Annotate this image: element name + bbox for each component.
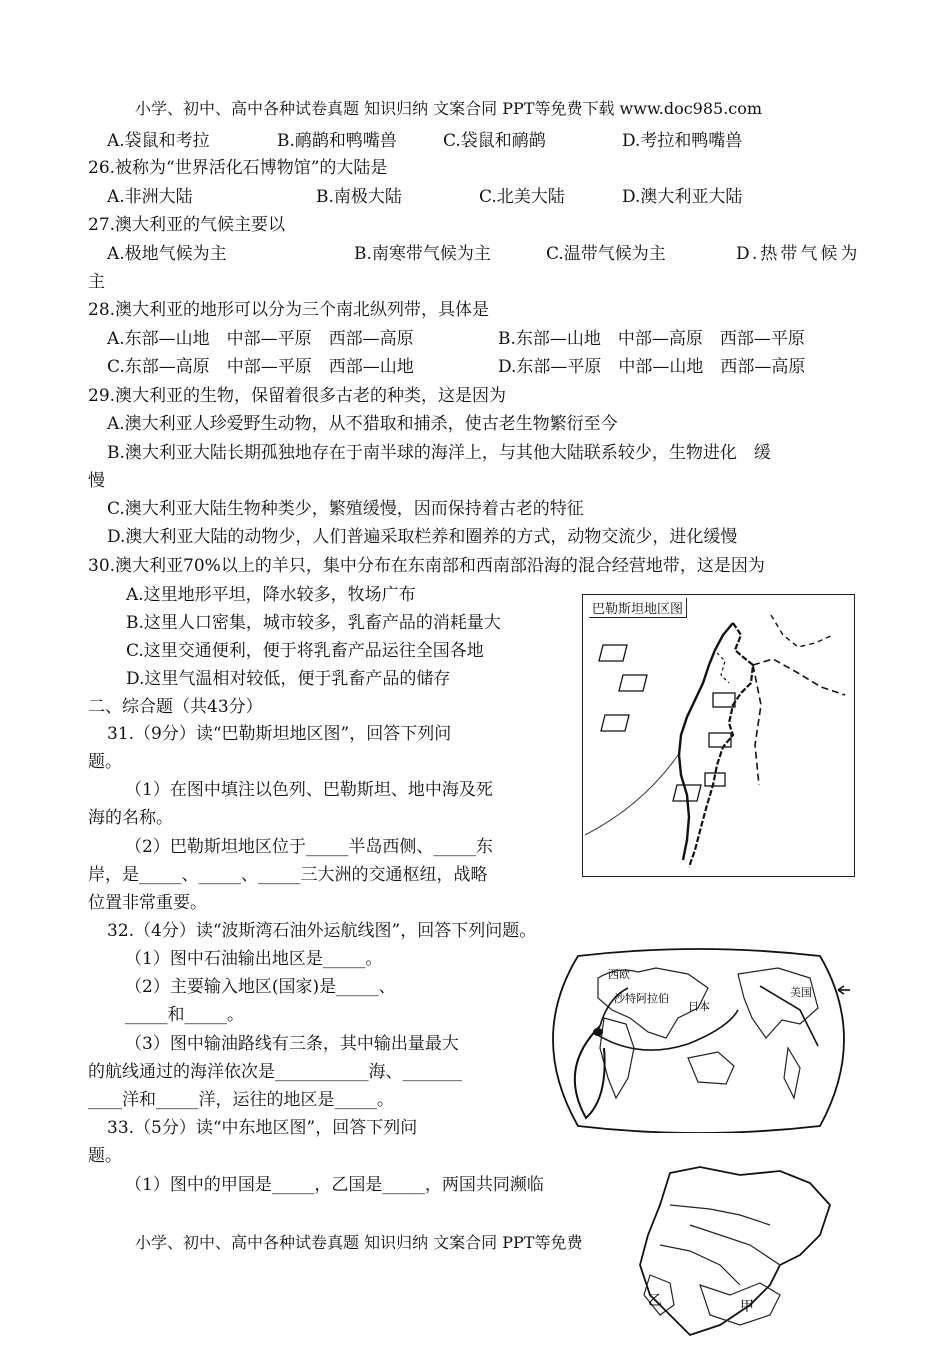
- q32-line-5: （3）图中输油路线有三条，其中输出量最大: [125, 1034, 459, 1054]
- q31-line-7: 位置非常重要。: [88, 893, 207, 913]
- q27-option-a: A.极地气候为主: [107, 244, 227, 264]
- q25-option-d: D.考拉和鸭嘴兽: [622, 131, 743, 151]
- q32-line-7: ____洋和_____洋，运往的地区是_____。: [88, 1090, 394, 1110]
- q26-option-b: B.南极大陆: [316, 187, 402, 207]
- q26-stem: 26.被称为“世界活化石博物馆”的大陆是: [88, 158, 388, 178]
- oil-route-map: [538, 948, 858, 1133]
- q28-option-d: D.东部—平原 中部—山地 西部—高原: [498, 357, 806, 377]
- q31-line-3: （1）在图中填注以色列、巴勒斯坦、地中海及死: [125, 780, 493, 800]
- q25-option-b: B.鸸鹋和鸭嘴兽: [277, 131, 397, 151]
- section-2-title: 二、综合题（共43分）: [88, 697, 263, 717]
- q31-line-1: 31.（9分）读“巴勒斯坦地区图”，回答下列问: [107, 724, 452, 744]
- q26-option-a: A.非洲大陆: [107, 187, 193, 207]
- q25-option-c: C.袋鼠和鸸鹋: [443, 131, 546, 151]
- palestine-map-drawing: [583, 595, 854, 876]
- q28-stem: 28.澳大利亚的地形可以分为三个南北纵列带，具体是: [88, 300, 490, 320]
- oil-route-map-drawing: [538, 948, 858, 1133]
- q30-option-b: B.这里人口密集，城市较多，乳畜产品的消耗量大: [126, 613, 501, 633]
- page-header: 小学、初中、高中各种试卷真题 知识归纳 文案合同 PPT等免费下载 www.doc985.com: [135, 99, 763, 118]
- q28-option-a: A.东部—山地 中部—平原 西部—高原: [107, 329, 414, 349]
- label-yi: 乙: [648, 1293, 662, 1309]
- q29-stem: 29.澳大利亚的生物，保留着很多古老的种类，这是因为: [88, 386, 507, 406]
- q31-line-6: 岸，是_____、_____、_____三大洲的交通枢纽，战略: [88, 865, 488, 885]
- q32-line-2: （1）图中石油输出地区是_____。: [125, 949, 383, 969]
- q28-option-b: B.东部—山地 中部—高原 西部—平原: [498, 329, 805, 349]
- label-saudi-arabia: 沙特阿拉伯: [614, 992, 669, 1005]
- q33-line-1: 33.（5分）读“中东地区图”，回答下列问: [107, 1118, 418, 1138]
- q27-option-b: B.南寒带气候为主: [354, 244, 491, 264]
- q31-line-4: 海的名称。: [88, 808, 173, 828]
- q29-option-b: B.澳大利亚大陆长期孤独地存在于南半球的海洋上，与其他大陆联系较少，生物进化 缓: [107, 443, 771, 463]
- middle-east-map: [630, 1165, 850, 1342]
- q29-option-a: A.澳大利亚人珍爱野生动物，从不猎取和捕杀，使古老生物繁衍至今: [107, 414, 618, 434]
- label-usa: 美国: [790, 986, 812, 999]
- palestine-map-title: 巴勒斯坦地区图: [589, 598, 687, 618]
- q28-option-c: C.东部—高原 中部—平原 西部—山地: [107, 357, 414, 377]
- q25-option-a: A.袋鼠和考拉: [107, 131, 210, 151]
- q27-stem: 27.澳大利亚的气候主要以: [88, 215, 286, 235]
- q32-line-3: （2）主要输入地区(国家)是_____、: [125, 977, 396, 997]
- page-footer: 小学、初中、高中各种试卷真题 知识归纳 文案合同 PPT等免费: [135, 1233, 583, 1252]
- q30-option-d: D.这里气温相对较低，便于乳畜产品的储存: [126, 669, 451, 689]
- q30-stem: 30.澳大利亚70%以上的羊只，集中分布在东南部和西南部沿海的混合经营地带，这是因为: [88, 556, 765, 576]
- q29-option-d: D.澳大利亚大陆的动物少，人们普遍采取栏养和圈养的方式，动物交流少，进化缓慢: [107, 527, 738, 547]
- q26-option-d: D.澳大利亚大陆: [622, 187, 743, 207]
- q33-line-2: 题。: [88, 1146, 122, 1166]
- q32-line-4: _____和_____。: [125, 1005, 244, 1025]
- label-jia: 甲: [740, 1299, 754, 1315]
- q31-line-5: （2）巴勒斯坦地区位于_____半岛西侧、_____东: [125, 837, 493, 857]
- q30-option-c: C.这里交通便利，便于将乳畜产品运往全国各地: [126, 641, 484, 661]
- q29-option-c: C.澳大利亚大陆生物种类少，繁殖缓慢，因而保持着古老的特征: [107, 499, 584, 519]
- q27-option-c: C.温带气候为主: [546, 244, 666, 264]
- q27-wrap: 主: [88, 272, 105, 292]
- q26-option-c: C.北美大陆: [479, 187, 565, 207]
- middle-east-map-drawing: [630, 1165, 850, 1342]
- q30-option-a: A.这里地形平坦，降水较多，牧场广布: [126, 585, 416, 605]
- q32-line-1: 32.（4分）读“波斯湾石油外运航线图”，回答下列问题。: [107, 921, 537, 941]
- label-japan: 日本: [688, 1000, 710, 1013]
- q31-line-2: 题。: [88, 752, 122, 772]
- q32-line-6: 的航线通过的海洋依次是___________海、_______: [88, 1062, 462, 1082]
- q29-option-b-wrap: 慢: [88, 471, 105, 491]
- palestine-map: [582, 594, 855, 877]
- q33-line-3: （1）图中的甲国是_____，乙国是_____，两国共同濒临: [125, 1175, 544, 1195]
- label-western-europe: 西欧: [608, 968, 630, 981]
- q27-option-d: D.热带气候为: [736, 244, 861, 264]
